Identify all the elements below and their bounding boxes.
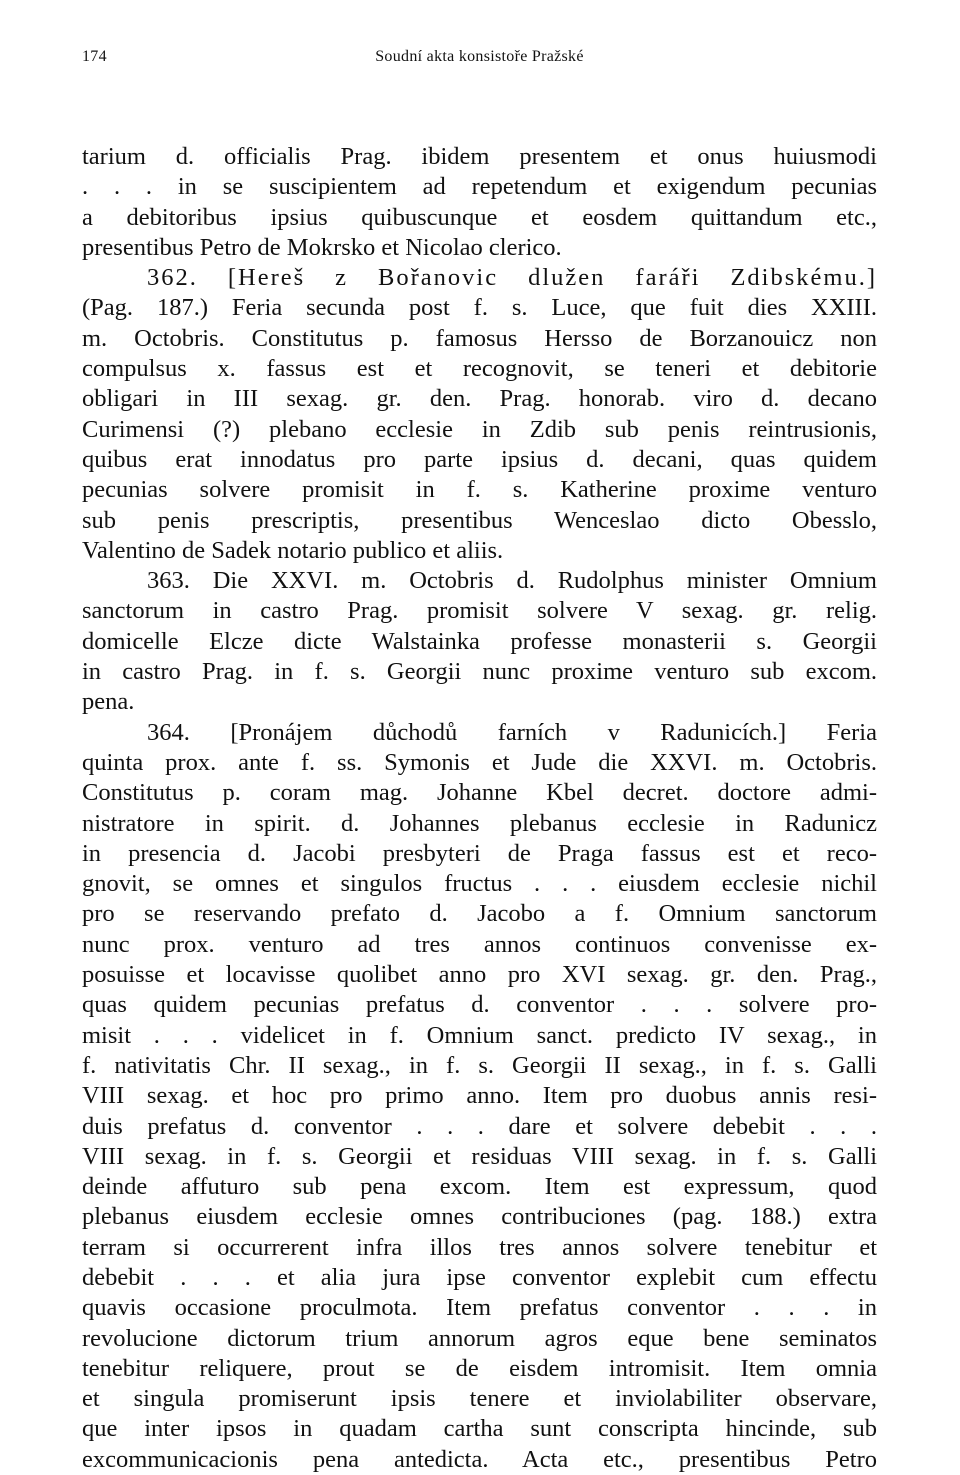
text-line: compulsus x. fassus est et recognovit, se teneri et debitorie — [82, 355, 877, 383]
text-line: quibus erat innodatus pro parte ipsius d. decani, quas quidem — [82, 445, 877, 473]
text-line: posuisse et locavisse quolibet anno pro XVI sexag. gr. den. Prag., — [82, 961, 877, 989]
text-line: gnovit, se omnes et singulos fructus . . . eiusdem ecclesie nichil — [82, 870, 877, 898]
page-number: 174 — [82, 48, 107, 65]
text-line: obligari in III sexag. gr. den. Prag. honorab. viro d. decano — [82, 385, 877, 413]
text-line: nistratore in spirit. d. Johannes plebanus ecclesie in Radunicz — [82, 809, 877, 837]
text-line: VIII sexag. in f. s. Georgii et residuas VIII sexag. in f. s. Galli — [82, 1142, 877, 1170]
text-line: tarium d. officialis Prag. ibidem presentem et onus huiusmodi — [82, 143, 877, 170]
text-line: Valentino de Sadek notario publico et aliis. — [82, 536, 504, 564]
text-line: et singula promiserunt ipsis tenere et inviolabiliter observare, — [82, 1385, 877, 1413]
text-line: nunc prox. venturo ad tres annos continuos convenisse ex- — [82, 930, 877, 958]
text-line: a debitoribus ipsius quibuscunque et eosdem quittandum etc., — [82, 203, 877, 231]
text-line: pena. — [82, 688, 135, 716]
text-line: presentibus Petro de Mokrsko et Nicolao clerico. — [82, 233, 562, 261]
entry-heading-line: 362. [Hereš z Bořanovic dlužen faráři Zdibskému.] — [147, 264, 877, 292]
text-line: m. Octobris. Constitutus p. famosus Hersso de Borzanouicz non — [82, 324, 877, 352]
text-line: terram si occurrerent infra illos tres annos solvere tenebitur et — [82, 1233, 877, 1261]
text-line: f. nativitatis Chr. II sexag., in f. s. Georgii II sexag., in f. s. Galli — [82, 1051, 877, 1079]
entry-363 — [82, 566, 877, 717]
text-line: misit . . . videlicet in f. Omnium sanct. predicto IV sexag., in — [82, 1021, 877, 1049]
entry-heading-line: 363. Die XXVI. m. Octobris d. Rudolphus minister Omnium — [147, 567, 877, 595]
text-line: sanctorum in castro Prag. promisit solvere V sexag. gr. relig. — [82, 597, 877, 625]
running-head: Soudní akta konsistoře Pražské — [375, 48, 584, 65]
paragraph-continuation — [82, 142, 877, 263]
text-line: sub penis prescriptis, presentibus Wenceslao dicto Obesslo, — [82, 506, 877, 534]
text-line: plebanus eiusdem ecclesie omnes contribuciones (pag. 188.) extra — [82, 1203, 877, 1231]
text-line: pecunias solvere promisit in f. s. Katherine proxime venturo — [82, 476, 877, 504]
text-line: excommunicacionis pena antedicta. Acta etc., presentibus Petro — [82, 1445, 877, 1473]
document-page — [82, 40, 877, 1475]
text-line: (Pag. 187.) Feria secunda post f. s. Luce, que fuit dies XXIII. — [82, 294, 877, 322]
entry-heading-line: 364. [Pronájem důchodů farních v Radunicích.] Feria — [147, 718, 877, 746]
text-line: Constitutus p. coram mag. Johanne Kbel decret. doctore admi- — [82, 779, 877, 807]
text-line: in castro Prag. in f. s. Georgii nunc proxime venturo sub excom. — [82, 658, 877, 686]
text-line: tenebitur reliquere, prout se de eisdem intromisit. Item omnia — [82, 1354, 877, 1382]
text-line: in presencia d. Jacobi presbyteri de Praga fassus est et reco- — [82, 839, 877, 867]
text-line: quas quidem pecunias prefatus d. conventor . . . solvere pro- — [82, 991, 877, 1019]
text-line: VIII sexag. et hoc pro primo anno. Item pro duobus annis resi- — [82, 1082, 877, 1110]
entry-362 — [82, 263, 877, 566]
text-line: Curimensi (?) plebano ecclesie in Zdib sub penis reintrusionis, — [82, 415, 877, 443]
text-line: duis prefatus d. conventor . . . dare et solvere debebit . . . — [82, 1112, 877, 1140]
text-line: pro se reservando prefato d. Jacobo a f. Omnium sanctorum — [82, 900, 877, 928]
text-line: debebit . . . et alia jura ipse conventor explebit cum effectu — [82, 1263, 877, 1291]
text-line: quinta prox. ante f. ss. Symonis et Jude die XXVI. m. Octobris. — [82, 748, 877, 776]
page-header — [82, 40, 877, 80]
text-line: . . . in se suscipientem ad repetendum et exigendum pecunias — [82, 173, 877, 201]
entry-364 — [82, 718, 877, 1475]
text-line: deinde affuturo sub pena excom. Item est expressum, quod — [82, 1173, 877, 1201]
text-line: quavis occasione proculmota. Item prefatus conventor . . . in — [82, 1294, 877, 1322]
text-line: revolucione dictorum trium annorum agros eque bene seminatos — [82, 1324, 877, 1352]
text-line: domicelle Elcze dicte Walstainka professe monasterii s. Georgii — [82, 627, 877, 655]
body-text — [82, 142, 877, 1475]
text-line: que inter ipsos in quadam cartha sunt conscripta hincinde, sub — [82, 1415, 877, 1443]
